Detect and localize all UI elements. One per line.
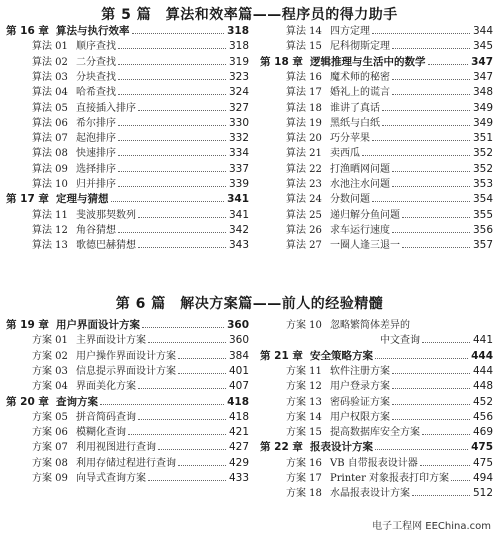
chapter-number: 第 16 章 — [6, 25, 49, 37]
page-number: 421 — [228, 426, 249, 439]
leader-dots — [138, 208, 226, 218]
leader-dots — [178, 364, 226, 374]
toc-entry — [6, 238, 249, 253]
entry-title: 水晶报表设计方案 — [330, 488, 410, 500]
leader-dots — [375, 349, 468, 359]
entry-number: 算法 17 — [286, 87, 322, 99]
leader-dots — [392, 177, 470, 187]
page-number: 469 — [472, 426, 493, 439]
entry-title: 直接插入排序 — [76, 102, 136, 114]
entry-number: 算法 06 — [32, 117, 68, 129]
watermark: 电子工程网 EEChina.com — [372, 521, 491, 532]
entry-title: 分块查找 — [76, 71, 116, 83]
entry-number: 方案 04 — [32, 381, 68, 393]
leader-dots — [392, 379, 470, 389]
page-number: 341 — [227, 193, 249, 206]
leader-dots — [132, 24, 224, 34]
toc-entry — [6, 456, 249, 471]
page-number: 319 — [228, 55, 249, 68]
entry-number: 方案 08 — [32, 457, 68, 469]
leader-dots — [148, 333, 226, 343]
toc-entry — [6, 364, 249, 379]
leader-dots — [392, 162, 470, 172]
entry-title: 哈希查找 — [76, 87, 116, 99]
entry-number: 算法 26 — [286, 224, 322, 236]
entry-number: 方案 07 — [32, 442, 68, 454]
page-number: 433 — [228, 472, 249, 484]
toc-entry — [260, 333, 493, 348]
entry-number: 方案 06 — [32, 427, 68, 439]
page-number: 401 — [228, 364, 249, 377]
entry-title: 角谷猜想 — [76, 224, 116, 236]
toc-entry — [6, 55, 249, 70]
leader-dots — [382, 116, 470, 126]
page-number: 429 — [228, 456, 249, 469]
page-number: 448 — [472, 380, 493, 393]
chapter-heading — [6, 318, 249, 333]
toc-entry — [6, 440, 249, 455]
chapter-heading — [260, 349, 493, 364]
toc-entry — [260, 410, 493, 425]
entry-number: 方案 09 — [32, 473, 68, 484]
leader-dots — [118, 55, 226, 65]
toc-entry — [260, 116, 493, 131]
leader-dots — [158, 440, 226, 450]
entry-title: 归并排序 — [76, 179, 116, 190]
entry-number: 方案 16 — [286, 457, 322, 469]
leader-dots — [375, 440, 468, 450]
page-number: 384 — [228, 349, 249, 362]
entry-number: 算法 16 — [286, 71, 322, 83]
entry-title: 主界面设计方案 — [76, 335, 146, 347]
chapter-title: 报表设计方案 — [310, 441, 373, 454]
toc-entry — [260, 456, 493, 471]
entry-title: 利用存储过程进行查询 — [76, 457, 176, 469]
entry-title: 起泡排序 — [76, 133, 116, 145]
part6-title: 第 6 篇 解决方案篇——前人的经验精髓 — [115, 296, 384, 312]
page-number: 444 — [472, 364, 493, 377]
entry-number: 方案 13 — [286, 396, 322, 408]
leader-dots — [111, 192, 224, 202]
leader-dots — [412, 486, 470, 496]
entry-title: 模糊化查询 — [76, 427, 126, 439]
toc-entry — [260, 192, 493, 207]
page-number: 330 — [228, 116, 249, 129]
page-number: 343 — [228, 239, 249, 252]
page-number: 354 — [472, 193, 493, 206]
page-number: 352 — [472, 162, 493, 175]
page-number: 452 — [472, 395, 493, 408]
page-number: 348 — [472, 86, 493, 99]
page-number: 352 — [472, 147, 493, 160]
toc-entry — [6, 131, 249, 146]
toc-entry — [260, 101, 493, 116]
entry-title: 快速排序 — [76, 148, 116, 160]
entry-number: 方案 05 — [32, 411, 68, 423]
toc-entry — [260, 364, 493, 379]
leader-dots — [392, 410, 470, 420]
leader-dots — [138, 410, 226, 420]
page-number: 407 — [228, 380, 249, 393]
entry-title: Printer 对象报表打印方案 — [330, 473, 450, 484]
leader-dots — [142, 318, 224, 328]
part5-right-column — [260, 24, 493, 279]
leader-dots — [422, 333, 470, 343]
entry-title: 婚礼上的谎言 — [330, 87, 390, 99]
entry-title: 拼音简码查询 — [76, 411, 136, 423]
entry-number: 算法 23 — [286, 179, 322, 190]
entry-number: 算法 19 — [286, 117, 322, 129]
page-number: 357 — [472, 239, 493, 252]
chapter-title: 安全策略方案 — [310, 349, 373, 362]
entry-number: 方案 17 — [286, 473, 322, 484]
toc-entry — [260, 208, 493, 223]
leader-dots — [178, 456, 226, 466]
entry-number: 算法 18 — [286, 102, 322, 114]
chapter-number: 第 22 章 — [260, 441, 303, 454]
toc-entry — [6, 471, 249, 486]
entry-title: 用户登录方案 — [330, 381, 390, 393]
toc-entry — [6, 70, 249, 85]
chapter-number: 第 20 章 — [6, 395, 49, 408]
entry-number: 算法 13 — [32, 240, 68, 252]
toc-entry — [6, 177, 249, 192]
leader-dots — [138, 101, 226, 111]
leader-dots — [372, 24, 470, 34]
toc-entry — [6, 333, 249, 348]
leader-dots — [118, 131, 226, 141]
chapter-number: 第 21 章 — [260, 349, 303, 362]
page-number: 360 — [228, 334, 249, 347]
page-number: 323 — [228, 70, 249, 83]
page-number: 318 — [227, 25, 249, 37]
chapter-number: 第 19 章 — [6, 319, 49, 331]
toc-entry — [260, 425, 493, 440]
entry-number: 方案 10 — [286, 320, 322, 331]
leader-dots — [392, 364, 470, 374]
leader-dots — [392, 39, 470, 49]
page-number: 349 — [472, 116, 493, 129]
entry-number: 算法 11 — [32, 209, 68, 221]
chapter-title: 用户界面设计方案 — [56, 319, 140, 331]
entry-title: 打渔晒网问题 — [330, 163, 390, 175]
entry-number: 算法 20 — [286, 133, 322, 145]
entry-number: 算法 24 — [286, 194, 322, 206]
entry-number: 算法 12 — [32, 224, 68, 236]
page-number: 341 — [228, 208, 249, 221]
entry-number: 方案 12 — [286, 381, 322, 393]
entry-title: 歌德巴赫猜想 — [76, 240, 136, 252]
leader-dots — [118, 70, 226, 80]
entry-title: 求车运行速度 — [330, 224, 390, 236]
leader-dots — [128, 425, 226, 435]
entry-title: 黑纸与白纸 — [330, 117, 380, 129]
entry-title: 水池注水问题 — [330, 179, 390, 190]
entry-title: 用户操作界面设计方案 — [76, 350, 176, 362]
chapter-title: 定理与猜想 — [56, 193, 109, 206]
entry-title: 谁讲了真话 — [330, 102, 380, 114]
toc-entry — [6, 349, 249, 364]
entry-number: 算法 21 — [286, 148, 322, 160]
entry-title: 顺序查找 — [76, 41, 116, 53]
entry-title: 巧分苹果 — [330, 133, 370, 145]
entry-title: 信息提示界面设计方案 — [76, 365, 176, 377]
page-number: 418 — [227, 395, 249, 408]
toc-entry — [260, 471, 493, 486]
entry-number: 算法 10 — [32, 179, 68, 190]
page-number: 475 — [471, 441, 493, 454]
leader-dots — [372, 131, 470, 141]
leader-dots — [362, 146, 470, 156]
entry-number: 方案 02 — [32, 350, 68, 362]
leader-dots — [392, 223, 470, 233]
toc-entry — [260, 70, 493, 85]
entry-number: 算法 14 — [286, 26, 322, 37]
leader-dots — [178, 349, 226, 359]
toc-entry — [260, 379, 493, 394]
toc-entry — [260, 131, 493, 146]
toc-entry — [6, 85, 249, 100]
leader-dots — [428, 55, 468, 65]
page-number: 334 — [228, 147, 249, 160]
toc-entry — [6, 425, 249, 440]
entry-title: 分数问题 — [330, 194, 370, 206]
entry-number: 方案 18 — [286, 488, 322, 500]
leader-dots — [118, 146, 226, 156]
leader-dots — [118, 85, 226, 95]
page-number: 345 — [472, 40, 493, 53]
leader-dots — [138, 238, 226, 248]
entry-title: 一圈人逢三退一 — [330, 240, 400, 252]
toc-entry — [6, 146, 249, 161]
entry-number: 算法 04 — [32, 87, 68, 99]
entry-title: 斐波那契数列 — [76, 209, 136, 221]
entry-title: 用户权限方案 — [330, 411, 390, 423]
leader-dots — [392, 85, 470, 95]
entry-title: 选择排序 — [76, 163, 116, 175]
page-number: 353 — [472, 178, 493, 190]
entry-title: 魔术师的秘密 — [330, 71, 390, 83]
page-number: 344 — [472, 25, 493, 37]
entry-title: 界面美化方案 — [76, 381, 136, 393]
entry-title: 密码验证方案 — [330, 396, 390, 408]
entry-number: 方案 01 — [32, 335, 68, 347]
toc-entry — [260, 486, 493, 501]
entry-number: 算法 08 — [32, 148, 68, 160]
page-number: 324 — [228, 86, 249, 99]
page-number: 349 — [472, 101, 493, 114]
page-number: 332 — [228, 132, 249, 145]
page-number: 427 — [228, 441, 249, 454]
leader-dots — [118, 162, 226, 172]
toc-entry — [260, 85, 493, 100]
toc-entry — [260, 223, 493, 238]
page-number: 327 — [228, 101, 249, 114]
entry-title: 向导式查询方案 — [76, 473, 146, 484]
page-number: 342 — [228, 223, 249, 236]
toc-entry — [260, 146, 493, 161]
leader-dots — [118, 177, 226, 187]
entry-number: 方案 14 — [286, 411, 322, 423]
page-number: 418 — [228, 410, 249, 423]
toc-entry — [260, 39, 493, 54]
chapter-number: 第 17 章 — [6, 193, 49, 206]
entry-number: 算法 01 — [32, 41, 68, 53]
leader-dots — [382, 101, 470, 111]
entry-number: 算法 09 — [32, 163, 68, 175]
leader-dots — [392, 395, 470, 405]
leader-dots — [402, 208, 470, 218]
leader-dots — [138, 379, 226, 389]
page-number: 347 — [471, 55, 493, 68]
entry-number: 算法 07 — [32, 133, 68, 145]
entry-number: 方案 03 — [32, 365, 68, 377]
leader-dots — [148, 471, 226, 481]
chapter-title: 查询方案 — [56, 395, 98, 408]
chapter-heading — [260, 440, 493, 455]
part5-title: 第 5 篇 算法和效率篇——程序员的得力助手 — [101, 7, 398, 23]
part6-left-column — [6, 318, 249, 518]
toc-entry — [6, 208, 249, 223]
leader-dots — [420, 456, 470, 466]
page-number: 475 — [472, 456, 493, 469]
page-number: 356 — [472, 223, 493, 236]
entry-number: 算法 15 — [286, 41, 322, 53]
leader-dots — [372, 192, 470, 202]
toc-entry — [260, 162, 493, 177]
toc-entry — [6, 39, 249, 54]
page-number: 494 — [472, 472, 493, 484]
toc-entry — [260, 238, 493, 253]
toc-entry — [260, 318, 493, 333]
page-number: 318 — [228, 40, 249, 53]
leader-dots — [118, 223, 226, 233]
toc-entry — [6, 223, 249, 238]
entry-number: 算法 05 — [32, 102, 68, 114]
chapter-heading — [260, 55, 493, 70]
leader-dots — [451, 471, 470, 481]
chapter-heading — [6, 395, 249, 410]
page-number: 441 — [472, 334, 493, 347]
toc-entry — [6, 101, 249, 116]
entry-number: 算法 27 — [286, 240, 322, 252]
entry-title: 尼科彻斯定理 — [330, 41, 390, 53]
chapter-number: 第 18 章 — [260, 55, 303, 68]
entry-title: 忽略繁简体差异的 — [330, 320, 410, 331]
toc-entry — [260, 177, 493, 192]
page-number: 355 — [472, 208, 493, 221]
entry-title: VB 自带报表设计器 — [330, 457, 418, 469]
leader-dots — [118, 39, 226, 49]
entry-number: 算法 22 — [286, 163, 322, 175]
page-number: 456 — [472, 410, 493, 423]
entry-title: 二分查找 — [76, 56, 116, 68]
toc-entry — [260, 24, 493, 39]
leader-dots — [118, 116, 226, 126]
toc-entry — [260, 395, 493, 410]
toc-entry — [6, 379, 249, 394]
leader-dots — [392, 70, 470, 80]
entry-number: 算法 02 — [32, 56, 68, 68]
leader-dots — [422, 425, 470, 435]
part5-left-column — [6, 24, 249, 279]
chapter-heading — [6, 24, 249, 39]
entry-title: 提高数据库安全方案 — [330, 427, 420, 439]
part6-right-column — [260, 318, 493, 518]
entry-number: 算法 03 — [32, 71, 68, 83]
page-number: 360 — [227, 319, 249, 331]
entry-number: 算法 25 — [286, 209, 322, 221]
entry-title: 利用视图进行查询 — [76, 442, 156, 454]
entry-number: 方案 11 — [286, 365, 322, 377]
toc-entry — [6, 116, 249, 131]
chapter-heading — [6, 192, 249, 207]
toc-entry — [6, 410, 249, 425]
entry-title: 四方定理 — [330, 26, 370, 37]
leader-dots — [100, 395, 224, 405]
page-number: 512 — [472, 487, 493, 500]
page-number: 444 — [471, 349, 493, 362]
entry-title: 中文查询 — [380, 335, 420, 347]
entry-number: 方案 15 — [286, 427, 322, 439]
page-number: 337 — [228, 162, 249, 175]
entry-title: 希尔排序 — [76, 117, 116, 129]
entry-title: 递归解分鱼问题 — [330, 209, 400, 221]
leader-dots — [402, 238, 470, 248]
page-number: 347 — [472, 70, 493, 83]
entry-title: 卖西瓜 — [330, 148, 360, 160]
page-number: 351 — [472, 132, 493, 145]
page-number: 339 — [228, 178, 249, 190]
entry-title: 软件注册方案 — [330, 365, 390, 377]
chapter-title: 逻辑推理与生活中的数学 — [310, 55, 426, 68]
chapter-title: 算法与执行效率 — [56, 25, 130, 37]
toc-entry — [6, 162, 249, 177]
